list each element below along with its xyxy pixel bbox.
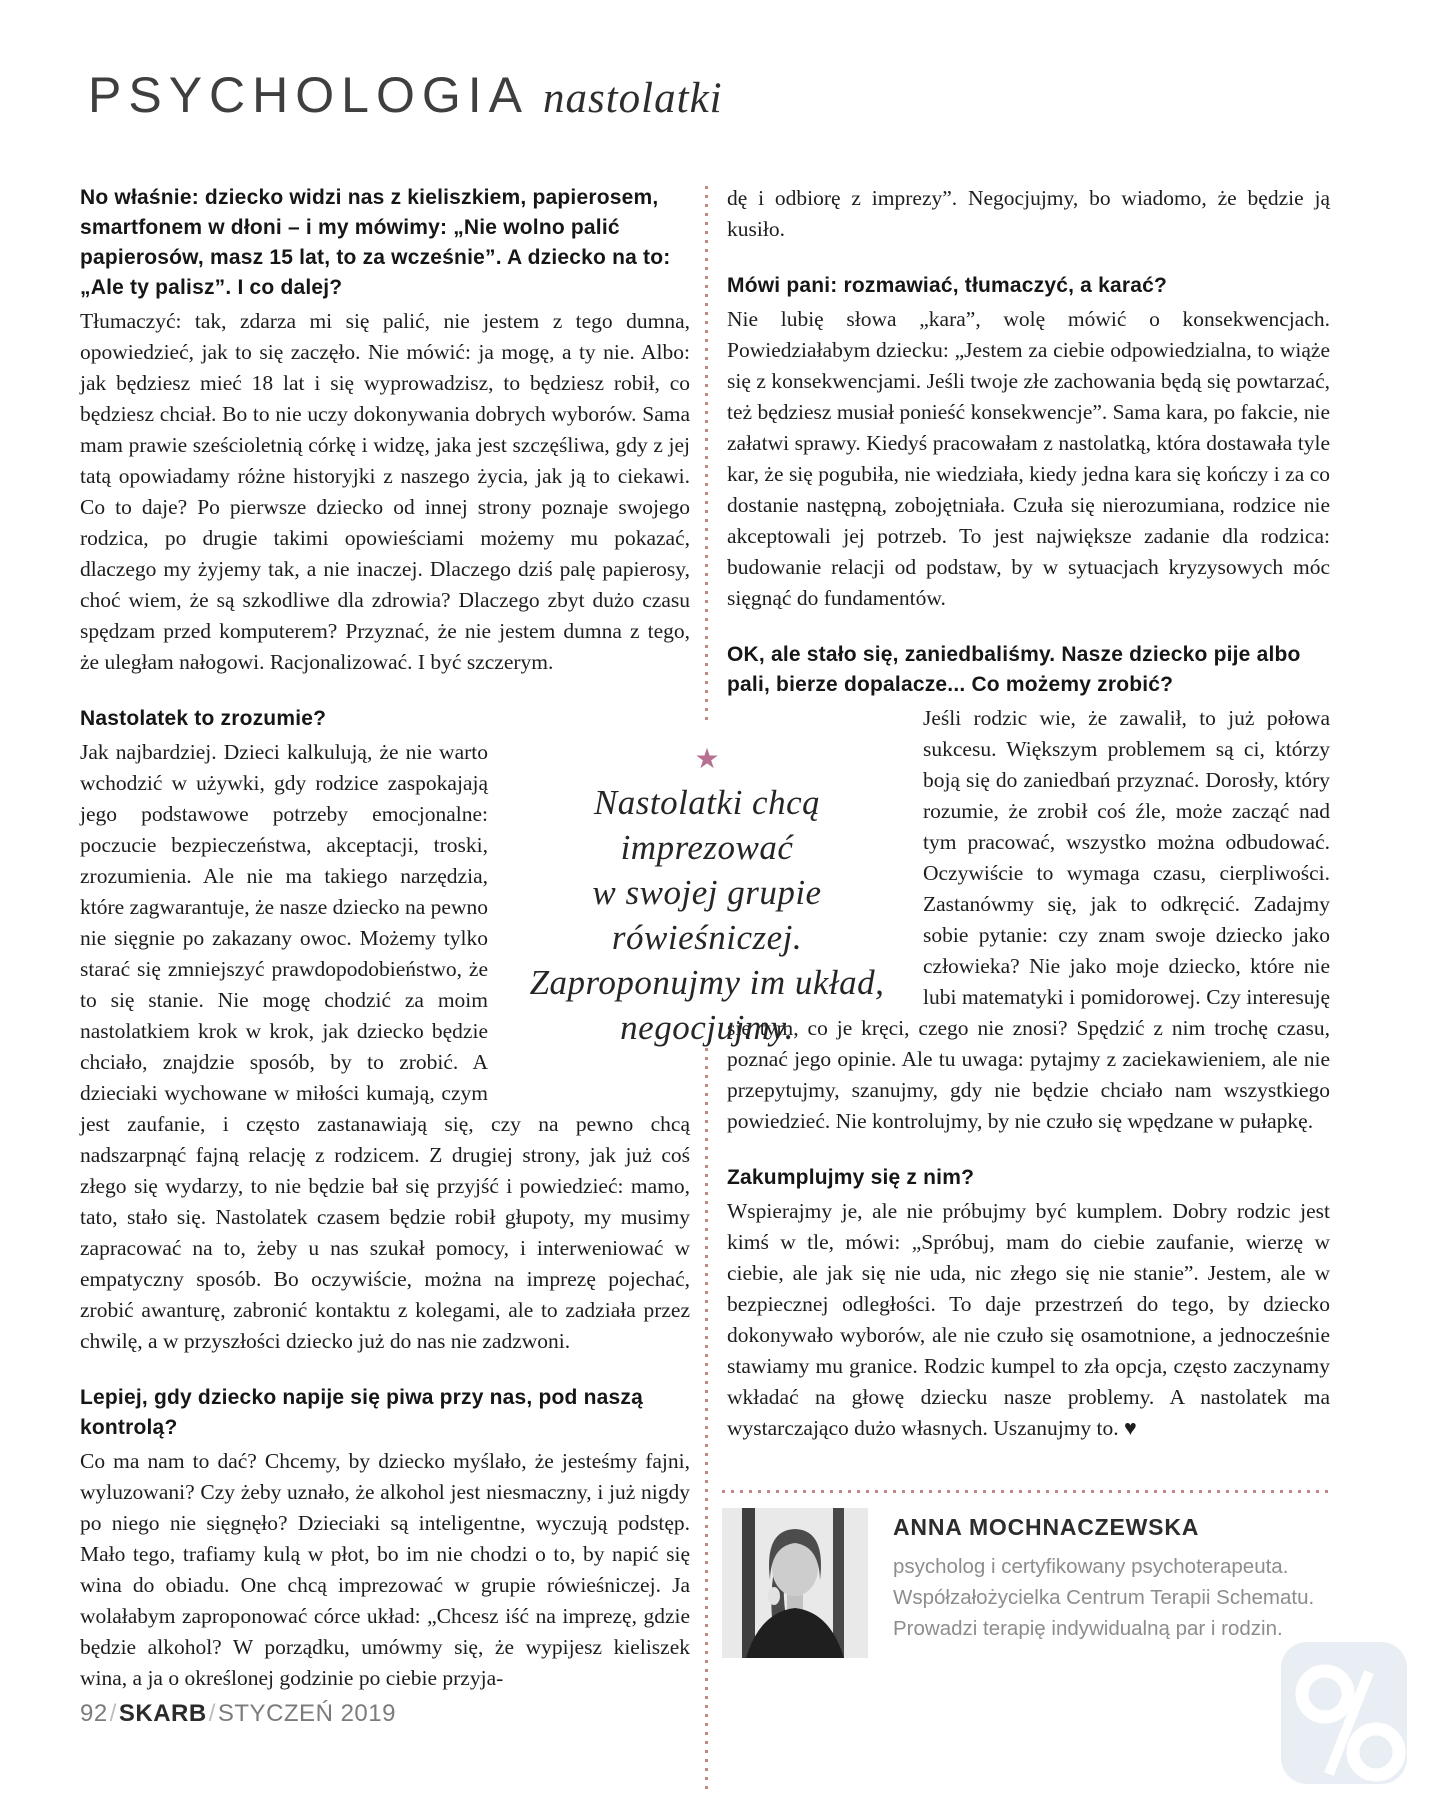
footer-separator: / bbox=[109, 1700, 117, 1727]
issue-date: STYCZEŃ 2019 bbox=[217, 1700, 396, 1727]
page-header bbox=[88, 66, 723, 124]
pull-quote-line: Nastolatki chcą bbox=[593, 783, 821, 822]
pull-quote-line: Zaproponujmy im układ, bbox=[529, 963, 885, 1002]
star-icon: ★ bbox=[694, 742, 720, 775]
author-photo bbox=[722, 1508, 868, 1658]
question-teen-understands: Nastolatek to zrozumie? bbox=[80, 707, 327, 730]
column-divider-bottom bbox=[705, 1048, 708, 1790]
answer-what-can-we-do: Jeśli rodzic wie, że zawalił, to już połowa sukcesu. Większym problemem są ci, którzy boją się do zaniedbań przyznać. Dorosły, który rozumie, że zrobił coś źle, może zacząć nad tym pracować, wszystko można odbudować. Oczywiście to wymaga czasu, cierpliwości. Zastanówmy się, jak to odkręcić. Zadajmy sobie pytanie: czy znam swoje dziecko jako człowieka? Nie jako moje dziecko, które nie lubi matematyki i pomidorowej. Czy interesuję się tym, co je kręci, czego nie znosi? Spędzić z nim trochę czasu, poznać jego opinie. Ale tu uwaga: pytajmy z zaciekawieniem, ale nie przepytujmy, szanujmy, gdy nie będzie chciało nam wszystkiego powiedzieć. Nie kontrolujmy, by nie czuło się wpędzane w pułapkę. bbox=[727, 706, 1330, 1133]
answer-be-a-buddy: Wspierajmy je, ale nie próbujmy być kumplem. Dobry rodzic jest kimś w tle, mówi: „Spróbuj, mam do ciebie zaufanie, wierzę w ciebie, ale jak się nie uda, nic złego się nie stanie”. Jestem, ale w bezpiecznej odległości. To daje przestrzeń do tego, by dziecko dokonywało wyborów, ale nie czuło się osamotnione, a jednocześnie stawiamy mu granice. Rodzic kumpel to zła opcja, często zaczynamy wkładać na głowę dziecku nasze problemy. A nastolatek ma wystarczająco dużo własnych. Uszanujmy to. ♥ bbox=[727, 1199, 1330, 1440]
footer-separator: / bbox=[208, 1700, 216, 1727]
page-footer bbox=[80, 1700, 396, 1728]
author-name: ANNA MOCHNACZEWSKA bbox=[893, 1514, 1200, 1540]
pull-quote-line: negocjujmy. bbox=[620, 1008, 794, 1047]
magazine-name: SKARB bbox=[118, 1700, 207, 1727]
answer-beer-at-home: Co ma nam to dać? Chcemy, by dziecko myślało, że jesteśmy fajni, wyluzowani? Czy żeby uznało, że alkohol jest niesmaczny, i już nigdy po niego nie sięgnęło? Dzieciaki są inteligentne, wyczują podstęp. Mało tego, trafiamy kulą w płot, bo im nie chodzi o to, by napić się wina do obiadu. One chcą imprezować w grupie rówieśniczej. Ja wolałabym zaproponować córce układ: „Chcesz iść na imprezę, gdzie będzie alkohol? W porządku, umówmy się, że wypijesz kieliszek wina, a ja o określonej godzinie po ciebie przyja- bbox=[80, 1449, 690, 1690]
pull-quote-line: w swojej grupie bbox=[592, 873, 822, 912]
page-number: 92 bbox=[80, 1700, 108, 1727]
pull-quote-line: rówieśniczej. bbox=[611, 918, 803, 957]
author-bio-text: psycholog i certyfikowany psychoterapeuta. Współzałożycielka Centrum Terapii Schematu. Prowadzi terapię indywidualną par i rodzin. bbox=[893, 1555, 1315, 1640]
column-divider-top bbox=[705, 186, 708, 726]
question-smoking: No właśnie: dziecko widzi nas z kieliszkiem, papierosem, smartfonem w dłoni – i my mówimy: „Nie wolno palić papierosów, masz 15 lat, to za wcześnie”. A dziecko na to: „Ale ty palisz”. I co dalej? bbox=[80, 186, 671, 299]
answer-continuation: dę i odbiorę z imprezy”. Negocjujmy, bo wiadomo, że będzie ją kusiło. bbox=[727, 186, 1330, 241]
answer-smoking: Tłumaczyć: tak, zdarza mi się palić, nie jestem z tego dumna, opowiedzieć, jak to się zaczęło. Nie mówić: ja mogę, a ty nie. Albo: jak będziesz mieć 18 lat i się wyprowadzisz, to będziesz robił, co będziesz chciał. Bo to nie uczy dokonywania dobrych wyborów. Sama mam prawie sześcioletnią córkę i widzę, jaka jest szczęśliwa, gdy z jej tatą opowiadamy różne historyjki z naszego życia, jak ją to ciekawi. Co to daje? Po pierwsze dziecko od innej strony poznaje swojego rodzica, po drugie takimi opowieściami możemy mu pokazać, dlaczego my żyjemy tak, a nie inaczej. Dlaczego dziś palę papierosy, choć wiem, że są szkodliwe dla zdrowia? Dlaczego zbyt dużo czasu spędzam przed komputerem? Przyznać, że nie jestem dumna z tego, że uległam nałogowi. Racjonalizować. I być szczerym. bbox=[80, 309, 690, 674]
pull-quote bbox=[447, 744, 967, 1050]
question-what-can-we-do: OK, ale stało się, zaniedbaliśmy. Nasze dziecko pije albo pali, bierze dopalacze... Co możemy zrobić? bbox=[727, 643, 1301, 696]
percent-icon bbox=[1281, 1642, 1407, 1784]
question-beer-at-home: Lepiej, gdy dziecko napije się piwa przy nas, pod naszą kontrolą? bbox=[80, 1386, 643, 1439]
question-punishment: Mówi pani: rozmawiać, tłumaczyć, a karać? bbox=[727, 274, 1168, 297]
percent-watermark-badge bbox=[1281, 1642, 1407, 1784]
section-subtitle: nastolatki bbox=[543, 75, 723, 122]
answer-teen-understands: Jak najbardziej. Dzieci kalkulują, że nie warto wchodzić w używki, gdy rodzice zaspokajają jego podstawowe potrzeby emocjonalne: poczucie bezpieczeństwa, akceptacji, troski, zrozumienia. Ale nie ma takiego narzędzia, które zagwarantuje, że nasze dziecko na pewno nie sięgnie po zakazany owoc. Możemy tylko starać się zmniejszyć prawdopodobieństwo, że to się stanie. Nie mogę chodzić za moim nastolatkiem krok w krok, jak dziecko będzie chciało, znajdzie sposób, by to zrobić. A dzieciaki wychowane w miłości kumają, czym jest zaufanie, i często zastanawiają się, czy na pewno chcą nadszarpnąć fajną relację z rodzicem. Z drugiej strony, jak już coś złego się wydarzy, to nie będzie bał się przyjść i powiedzieć: mamo, tato, stało się. Nastolatek czasem będzie robił głupoty, my musimy zapracować na to, żeby u nas szukał pomocy, i interweniować w empatyczny sposób. Bo oczywiście, można na imprezę pojechać, zrobić awanturę, zabronić kontaktu z kolegami, ale to zadziała przez chwilę, a w przyszłości dziecko już do nas nie zadzwoni. bbox=[80, 740, 690, 1353]
answer-punishment: Nie lubię słowa „kara”, wolę mówić o konsekwencjach. Powiedziałabym dziecku: „Jestem za ciebie odpowiedzialna, to wiąże się z konsekwencjami. Jeśli twoje złe zachowania będą się powtarzać, też będziesz musiał ponieść konsekwencje”. Sama kara, po fakcie, nie załatwi sprawy. Kiedyś pracowałam z nastolatką, która dostawała tyle kar, że się pogubiła, nie wiedziała, kiedy jedna kara się kończy i za co dostanie następną, zobojętniała. Czuła się nierozumiana, rodzice nie akceptowali jej potrzeb. To jest największe zadanie dla rodzica: budowanie relacji od podstaw, by w sytuacjach kryzysowych móc sięgnąć do fundamentów. bbox=[727, 307, 1330, 610]
bio-divider bbox=[722, 1490, 1330, 1493]
pull-quote-line: imprezować bbox=[620, 828, 794, 867]
question-be-a-buddy: Zakumplujmy się z nim? bbox=[727, 1166, 975, 1189]
section-title: PSYCHOLOGIA bbox=[88, 67, 529, 123]
